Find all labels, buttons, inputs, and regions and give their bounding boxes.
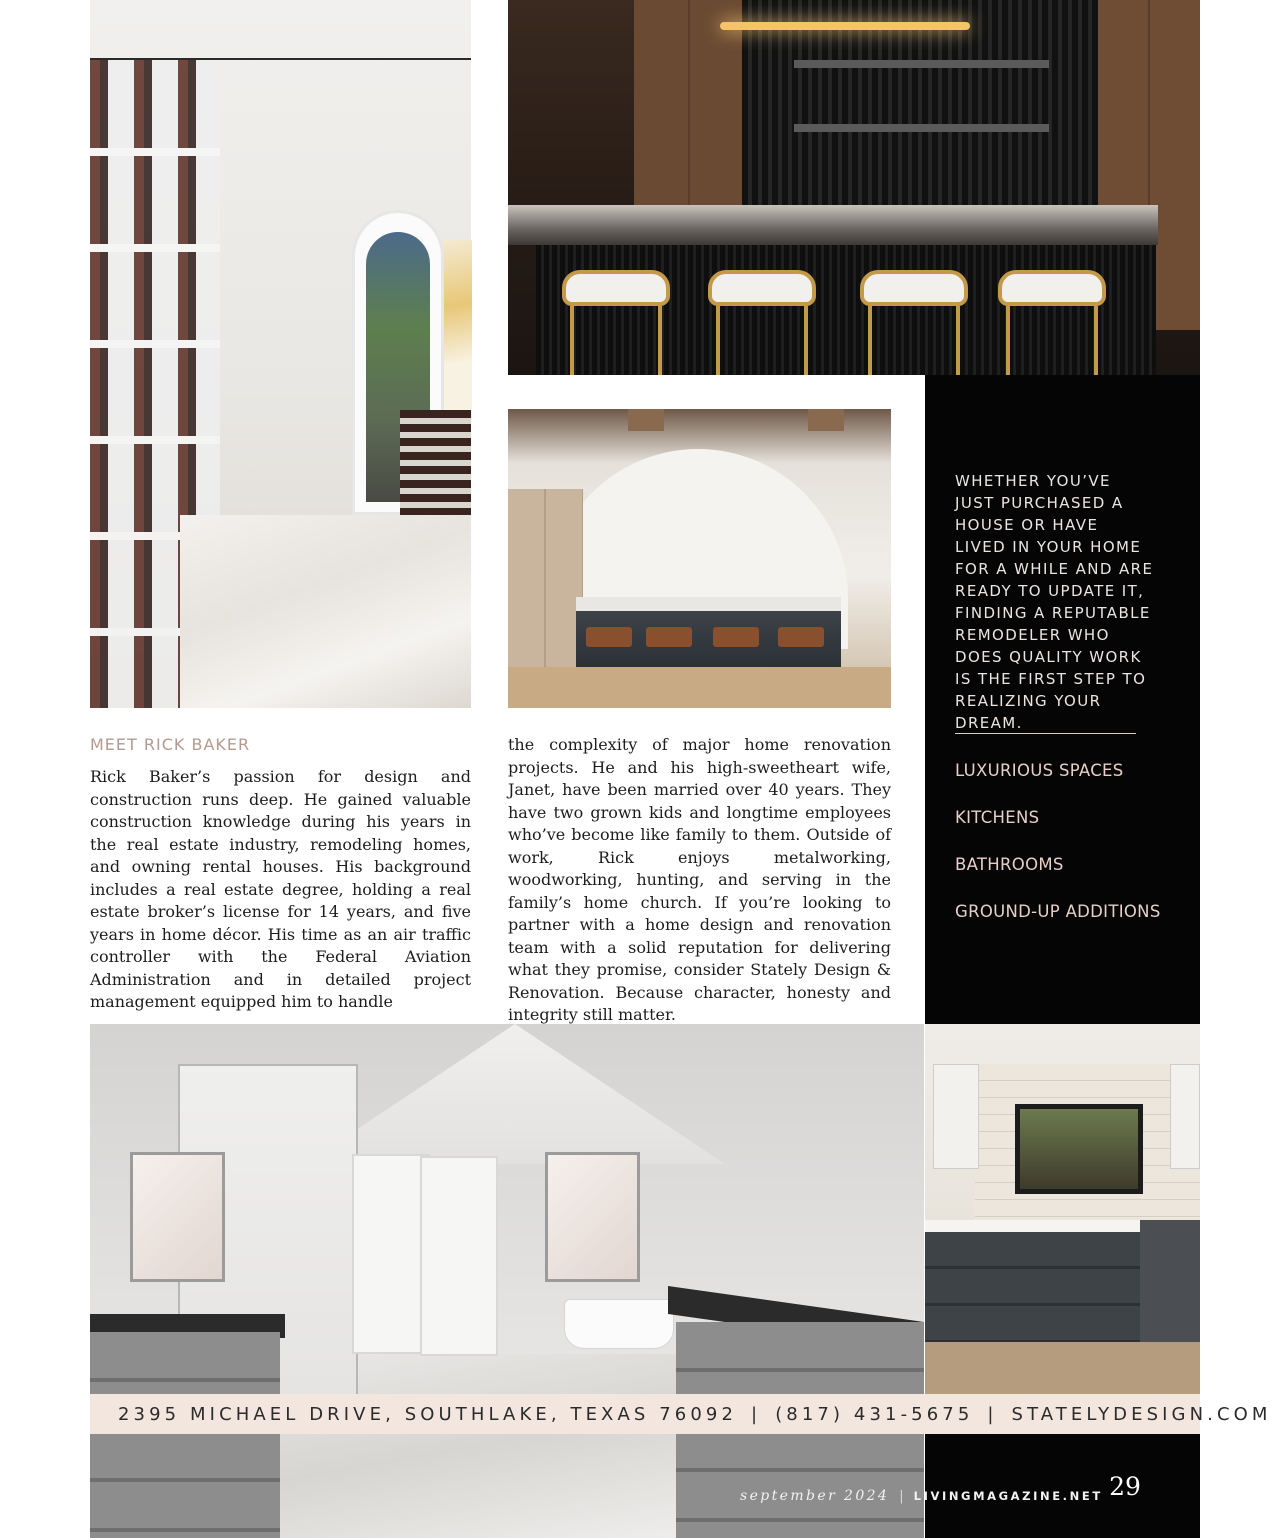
wall-art xyxy=(545,1152,640,1282)
counter-stool xyxy=(713,627,759,647)
stool-leg xyxy=(956,306,960,375)
bar-stool xyxy=(708,270,816,306)
bar-base xyxy=(536,245,1156,375)
upper-cabinet xyxy=(933,1064,979,1169)
window xyxy=(1015,1104,1143,1194)
closet-door xyxy=(420,1156,498,1356)
bar-shelf xyxy=(794,60,1049,68)
separator: | xyxy=(987,1403,998,1425)
laundry-room-photo xyxy=(925,1024,1200,1394)
divider xyxy=(955,733,1136,734)
separator: | xyxy=(751,1403,762,1425)
kitchen-photo xyxy=(508,409,891,708)
page-number: 29 xyxy=(1109,1472,1141,1501)
vaulted-ceiling xyxy=(305,1024,725,1164)
wine-cellar-photo xyxy=(90,0,471,708)
article-column-2: the complexity of major home renovation projects. He and his high-sweetheart wife, Janet, have been married over 40 years. They have two grown kids and longtime employees who’ve become like family to them. Outside of work, Rick enjoys metalworking, woodworking, hunting, and serving in the family’s home church. If you’re looking to partner with a home design and renovation team with a solid reputation for delivering what they promise, consider Stately Design & Renovation. Because character, honesty and integrity still matter. xyxy=(508,735,891,1024)
marble-floor xyxy=(180,515,471,708)
vanity-cabinets xyxy=(90,1332,280,1538)
magazine-site: LIVINGMAGAZINE.NET xyxy=(913,1489,1103,1503)
ceiling-beam xyxy=(628,409,664,431)
sidebar-panel xyxy=(925,375,1200,1024)
website-link[interactable]: STATELYDESIGN.COM xyxy=(1011,1403,1272,1425)
issue-date: september 2024 xyxy=(740,1488,890,1504)
phone-number: (817) 431-5675 xyxy=(775,1403,974,1425)
ceiling-beam xyxy=(808,409,844,431)
service-item: GROUND-UP ADDITIONS xyxy=(955,902,1161,921)
wall-art xyxy=(130,1152,225,1282)
service-item: LUXURIOUS SPACES xyxy=(955,761,1124,780)
service-item: BATHROOMS xyxy=(955,855,1064,874)
pendant-light xyxy=(720,22,970,30)
article-column-1: Rick Baker’s passion for design and construction runs deep. He gained valuable construction knowledge during his years in the real estate industry, remodeling homes, and owning rental houses. His background includes a real estate degree, holding a real estate broker’s license for 14 years, and five years in home décor. His time as an air traffic controller with the Federal Aviation Administration and in detailed project management equipped him to handle xyxy=(90,767,471,1011)
wood-cabinets xyxy=(508,489,583,669)
separator: | xyxy=(899,1488,904,1504)
sidebar-quote: WHETHER YOU’VE JUST PURCHASED A HOUSE OR HAVE LIVED IN YOUR HOME FOR A WHILE AND ARE READY TO UPDATE IT, FINDING A REPUTABLE REMODELER WHO DOES QUALITY WORK IS THE FIRST STEP TO REALIZING YOUR DREAM. xyxy=(955,472,1154,732)
wood-floor xyxy=(508,667,891,708)
freestanding-tub xyxy=(564,1299,674,1349)
stool-leg xyxy=(1094,306,1098,375)
service-list xyxy=(955,760,1185,948)
stool-leg xyxy=(570,306,574,375)
bar-photo xyxy=(508,0,1200,375)
washer xyxy=(1140,1220,1200,1350)
bar-stool xyxy=(998,270,1106,306)
counter-stool xyxy=(646,627,692,647)
closet-door xyxy=(352,1154,430,1354)
tile-floor xyxy=(925,1342,1200,1394)
stool-leg xyxy=(716,306,720,375)
counter-stool xyxy=(586,627,632,647)
stool-leg xyxy=(868,306,872,375)
bar-stool xyxy=(562,270,670,306)
upper-cabinet xyxy=(1170,1064,1200,1169)
stool-leg xyxy=(804,306,808,375)
wood-cabinet-left xyxy=(634,0,742,210)
stool-leg xyxy=(658,306,662,375)
marble-counter xyxy=(508,205,1158,245)
address: 2395 MICHAEL DRIVE, SOUTHLAKE, TEXAS 76092 xyxy=(118,1403,738,1425)
article-heading: MEET RICK BAKER xyxy=(90,735,251,754)
bar-shelf xyxy=(794,124,1049,132)
contact-bar xyxy=(90,1394,1272,1434)
black-tile-wall xyxy=(742,0,1098,210)
bathroom-photo xyxy=(90,1024,924,1538)
bar-stool xyxy=(860,270,968,306)
counter-stool xyxy=(778,627,824,647)
service-item: KITCHENS xyxy=(955,808,1040,827)
lower-cabinets xyxy=(925,1232,1140,1342)
stool-leg xyxy=(1006,306,1010,375)
